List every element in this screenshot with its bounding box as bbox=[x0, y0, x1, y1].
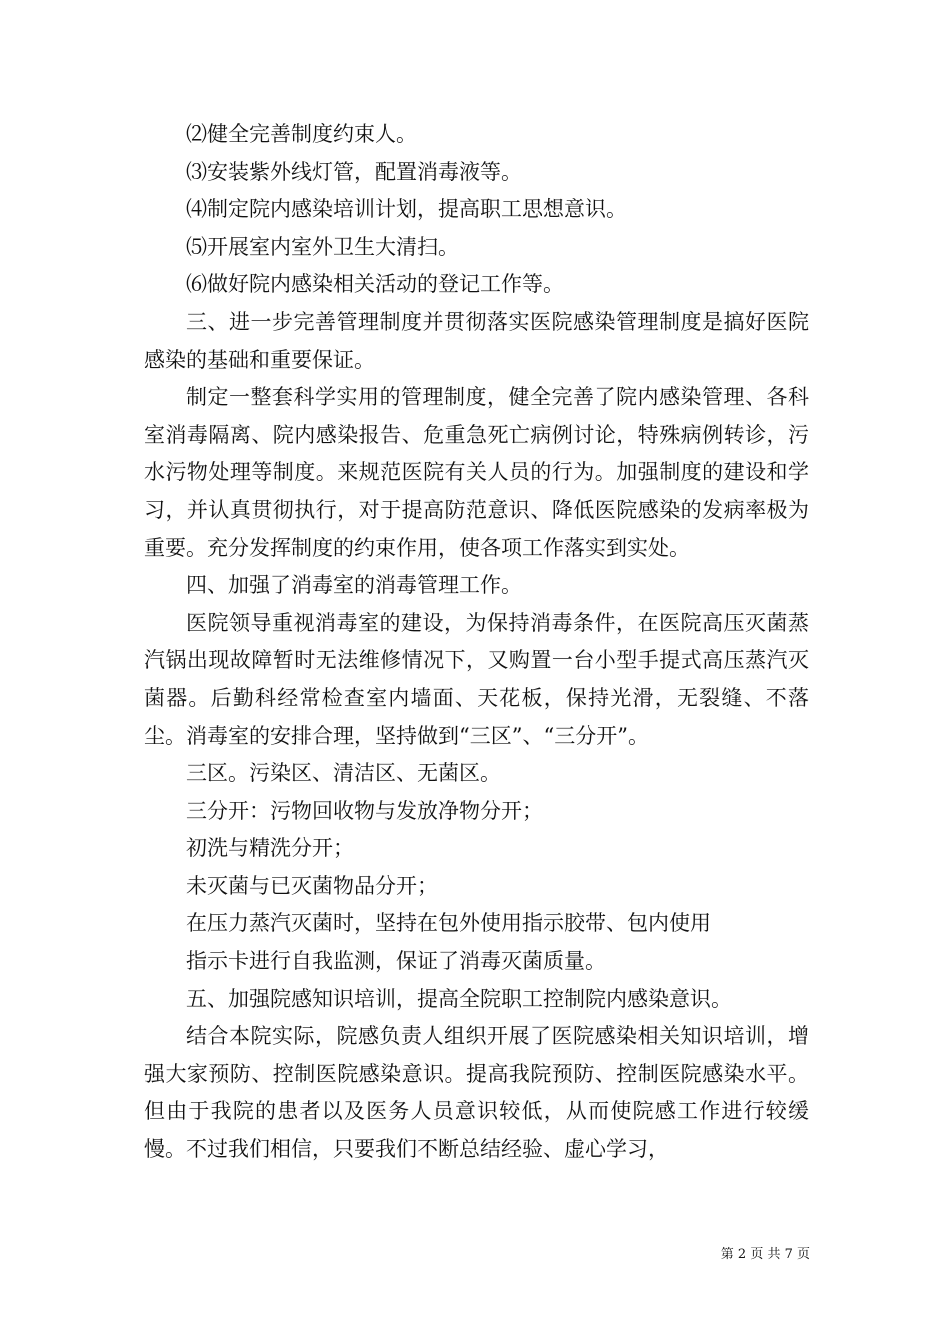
paragraph-item-6: ⑹做好院内感染相关活动的登记工作等。 bbox=[186, 272, 564, 297]
paragraph-separation: 未灭菌与已灭菌物品分开； bbox=[186, 873, 438, 898]
page-number: 第 2 页 共 7 页 bbox=[720, 1247, 810, 1262]
paragraph-body: 在压力蒸汽灭菌时，坚持在包外使用指示胶带、包内使用 bbox=[186, 911, 711, 936]
paragraph-body: 医院领导重视消毒室的建设，为保持消毒条件，在医院高压灭菌蒸汽锅出现故障暂时无法维修情况下，又购置一台小型手提式高压蒸汽灭菌器。后勤科经常检查室内墙面、天花板，保持光滑，无裂缝、不落尘。消毒室的安排合理，坚持做到“三区”、“三分开”。 bbox=[144, 610, 809, 748]
paragraph-item-3: ⑶安装紫外线灯管，配置消毒液等。 bbox=[186, 159, 522, 184]
paragraph-zones: 三区。污染区、清洁区、无菌区。 bbox=[186, 761, 501, 786]
paragraph-item-2: ⑵健全完善制度约束人。 bbox=[186, 122, 417, 146]
section-heading-3: 三、进一步完善管理制度并贯彻落实医院感染管理制度是搞好医院感染的基础和重要保证。 bbox=[144, 309, 809, 372]
paragraph-item-5: ⑸开展室内室外卫生大清扫。 bbox=[186, 234, 459, 259]
paragraph-item-4: ⑷制定院内感染培训计划，提高职工思想意识。 bbox=[186, 197, 627, 222]
section-heading-4: 四、加强了消毒室的消毒管理工作。 bbox=[186, 573, 522, 598]
paragraph-separation: 初洗与精洗分开； bbox=[186, 836, 354, 861]
paragraph-body: 指示卡进行自我监测，保证了消毒灭菌质量。 bbox=[186, 949, 606, 974]
paragraph-body: 结合本院实际，院感负责人组织开展了医院感染相关知识培训，增强大家预防、控制医院感染意识。提高我院预防、控制医院感染水平。但由于我院的患者以及医务人员意识较低，从而使院感工作进行较缓慢。不过我们相信，只要我们不断总结经验、虚心学习， bbox=[144, 1024, 809, 1162]
section-heading-5: 五、加强院感知识培训，提高全院职工控制院内感染意识。 bbox=[186, 986, 732, 1011]
paragraph-separation: 三分开：污物回收物与发放净物分开； bbox=[186, 798, 543, 823]
document-body bbox=[144, 116, 809, 1169]
paragraph-body: 制定一整套科学实用的管理制度，健全完善了院内感染管理、各科室消毒隔离、院内感染报告、危重急死亡病例讨论，特殊病例转诊，污水污物处理等制度。来规范医院有关人员的行为。加强制度的建设和学习，并认真贯彻执行，对于提高防范意识、降低医院感染的发病率极为重要。充分发挥制度的约束作用，使各项工作落实到实处。 bbox=[144, 385, 809, 560]
